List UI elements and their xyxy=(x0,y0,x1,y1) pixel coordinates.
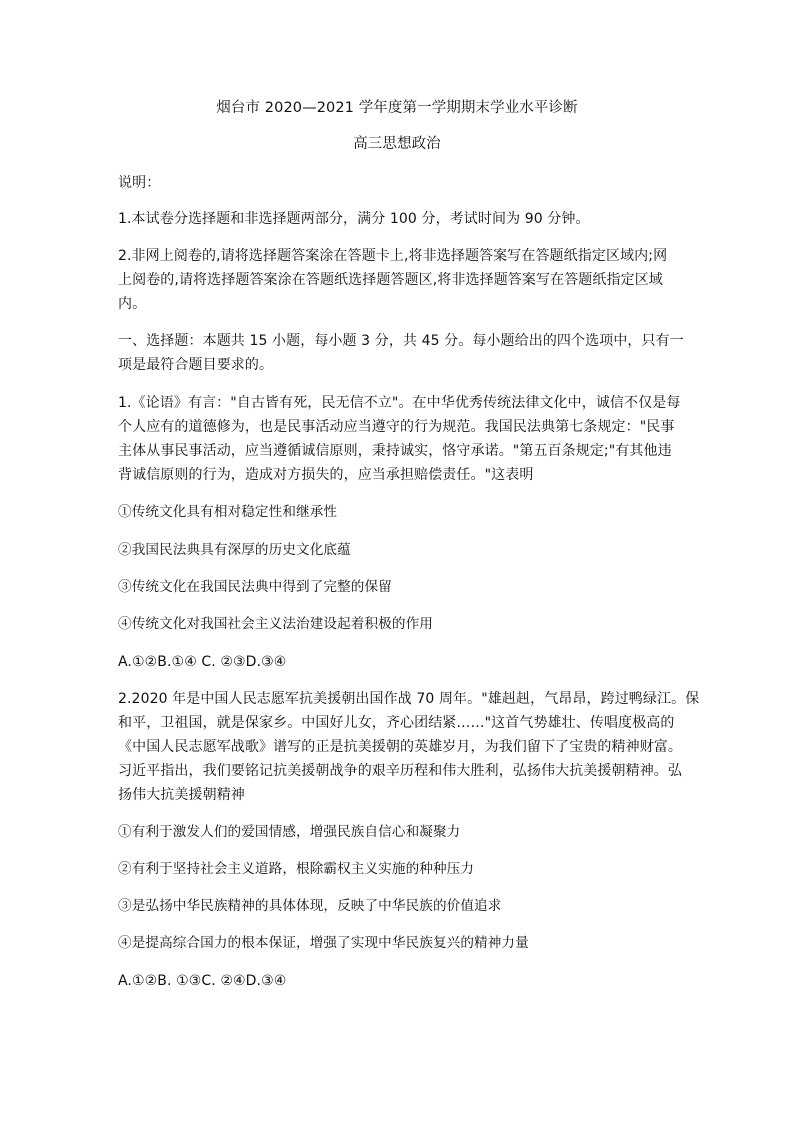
instruction-line: 上阅卷的,请将选择题答案涂在答题纸选择题答题区,将非选择题答案写在答题纸指定区域 xyxy=(118,272,663,288)
question-1-stem-line: 1.《论语》有言："自古皆有死，民无信不立"。在中华优秀传统法律文化中，诚信不仅是每 xyxy=(118,395,681,411)
question-1-option: ①传统文化具有相对稳定性和继承性 xyxy=(118,504,338,520)
instruction-line: 1.本试卷分选择题和非选择题两部分，满分 100 分，考试时间为 90 分钟。 xyxy=(118,211,590,227)
question-2-stem-line: 2.2020 年是中国人民志愿军抗美援朝出国作战 70 周年。"雄赳赳，气昂昂，跨过鸭绿江。保 xyxy=(118,691,700,707)
exam-title: 烟台市 2020—2021 学年度第一学期期末学业水平诊断 xyxy=(216,100,578,116)
question-2-stem-line: 习近平指出，我们要铭记抗美援朝战争的艰辛历程和伟大胜利，弘扬伟大抗美援朝精神。弘 xyxy=(118,763,682,779)
instruction-line: 2.非网上阅卷的,请将选择题答案涂在答题卡上,将非选择题答案写在答题纸指定区域内;网 xyxy=(118,248,668,264)
question-2-option: ②有利于坚持社会主义道路，根除霸权主义实施的种种压力 xyxy=(118,861,475,877)
question-1-stem-line: 背诚信原则的行为，造成对方损失的，应当承担赔偿责任。"这表明 xyxy=(118,467,534,483)
section-header-line: 项是最符合题目要求的。 xyxy=(118,357,274,373)
question-2-option: ④是提高综合国力的根本保证，增强了实现中华民族复兴的精神力量 xyxy=(118,935,529,951)
question-1-option: ②我国民法典具有深厚的历史文化底蕴 xyxy=(118,542,351,558)
question-1-option: ③传统文化在我国民法典中得到了完整的保留 xyxy=(118,579,392,595)
question-2-option: ①有利于激发人们的爱国情感，增强民族自信心和凝聚力 xyxy=(118,824,461,840)
question-2-option: ③是弘扬中华民族精神的具体体现，反映了中华民族的价值追求 xyxy=(118,898,502,914)
instruction-line: 内。 xyxy=(118,296,147,312)
question-1-option: ④传统文化对我国社会主义法治建设起着积极的作用 xyxy=(118,616,433,632)
question-2-stem-line: 《中国人民志愿军战歌》谱写的正是抗美援朝的英雄岁月，为我们留下了宝贵的精神财富。 xyxy=(118,739,682,755)
question-2-stem-line: 和平，卫祖国，就是保家乡。中国好儿女，齐心团结紧……"这首气势雄壮、传唱度极高的 xyxy=(118,715,675,731)
question-1-stem-line: 主体从事民事活动，应当遵循诚信原则，秉持诚实，恪守承诺。"第五百条规定;"有其他违 xyxy=(118,443,672,459)
question-2-answer-choices: A.①②B. ①③C. ②④D.③④ xyxy=(118,973,287,989)
question-1-answer-choices: A.①②B.①④ C. ②③D.③④ xyxy=(118,654,287,670)
section-header-line: 一、选择题：本题共 15 小题，每小题 3 分，共 45 分。每小题给出的四个选项中，只有一 xyxy=(118,333,684,349)
exam-subtitle: 高三思想政治 xyxy=(353,136,441,152)
question-1-stem-line: 个人应有的道德修为，也是民事活动应当遵守的行为规范。我国民法典第七条规定："民事 xyxy=(118,419,675,435)
question-2-stem-line: 扬伟大抗美援朝精神 xyxy=(118,787,245,803)
note-label: 说明： xyxy=(118,175,161,191)
